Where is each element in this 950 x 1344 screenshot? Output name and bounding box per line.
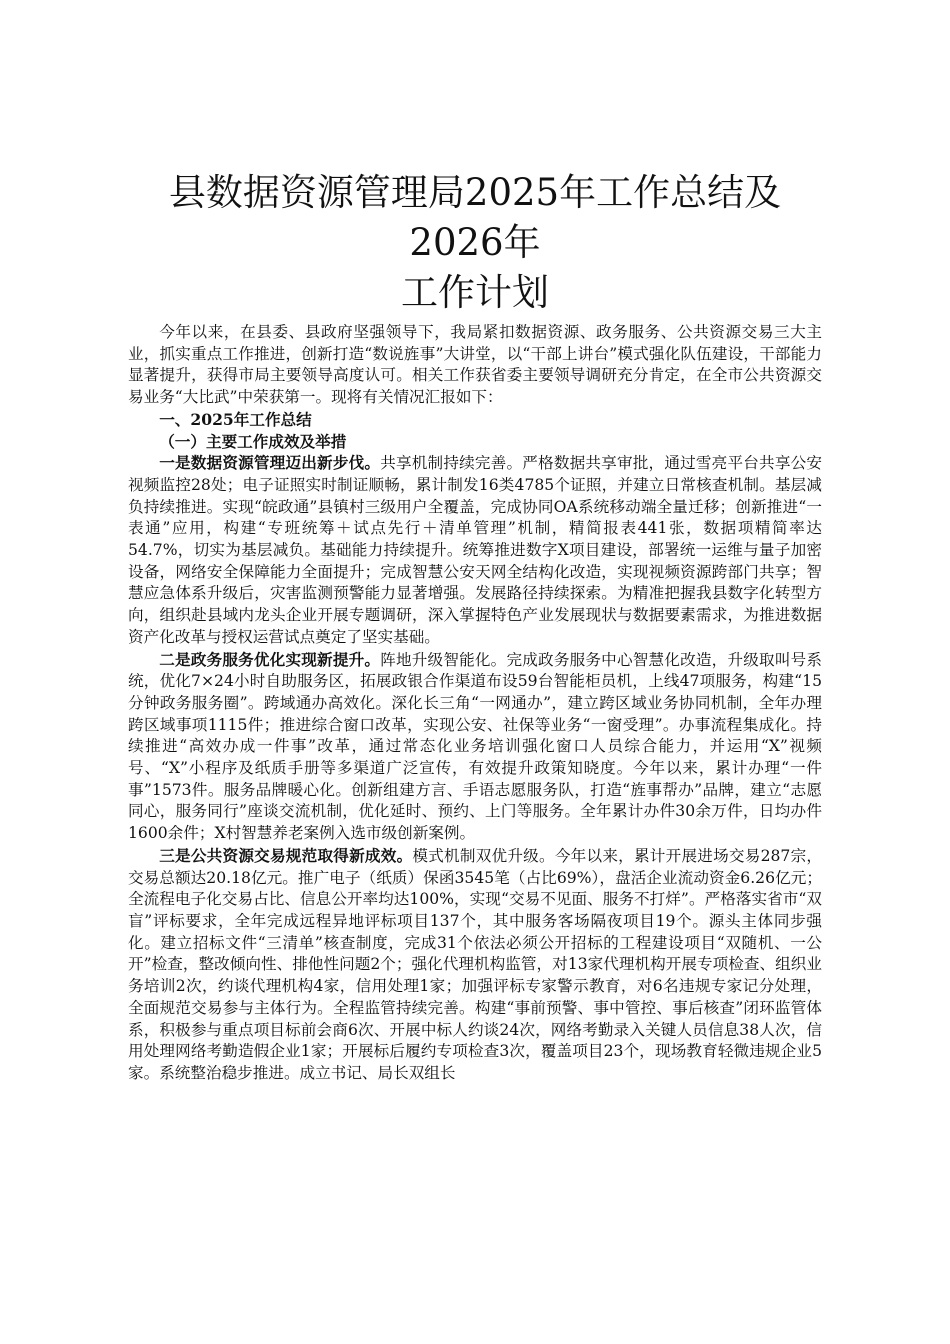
item-lead-1: 一是数据资源管理迈出新步伐。 [159, 453, 381, 473]
item-body-2: 阵地升级智能化。完成政务服务中心智慧化改造，升级取叫号系统，优化7×24小时自助服务区，拓展政银合作渠道布设59台智能柜员机，上线47项服务，构建“15分钟政务服务圈”。跨域通办高效化。深化长三角“一网通办”，建立跨区域业务协同机制，全年办理跨区域事项1115件；推进综合窗口改革，实现公安、社保等业务“一窗受理”。办事流程集成化。持续推进“高效办成一件事”改革，通过常态化业务培训强化窗口人员综合能力，并运用“X”视频号、“X”小程序及纸质手册等多渠道广泛宣传，有效提升政策知晓度。今年以来，累计办理“一件事”1573件。服务品牌暖心化。创新组建方言、手语志愿服务队，打造“旌事帮办”品牌，建立“志愿同心，服务同行”座谈交流机制，优化延时、预约、上门等服务。全年累计办件30余万件，日均办件1600余件；X村智慧养老案例入选市级创新案例。 [128, 650, 822, 843]
item-paragraph-1 [128, 452, 822, 648]
document-page [128, 168, 822, 1085]
item-paragraph-3 [128, 845, 822, 1085]
intro-paragraph: 今年以来，在县委、县政府坚强领导下，我局紧扣数据资源、政务服务、公共资源交易三大主业，抓实重点工作推进，创新打造“数说旌事”大讲堂，以“干部上讲台”模式强化队伍建设，干部能力显著提升，获得市局主要领导高度认可。相关工作获省委主要领导调研充分肯定，在全市公共资源交易业务“大比武”中荣获第一。现将有关情况汇报如下： [128, 323, 822, 407]
title-line-2: 工作计划 [401, 271, 549, 314]
item-lead-3: 三是公共资源交易规范取得新成效。 [159, 845, 413, 865]
section-heading: 一、2025年工作总结 [159, 409, 312, 429]
document-title [128, 168, 822, 318]
subsection-heading: （一）主要工作成效及举措 [159, 431, 347, 451]
item-body-3: 模式机制双优升级。今年以来，累计开展进场交易287宗，交易总额达20.18亿元。推广电子（纸质）保函3545笔（占比69%），盘活企业流动资金6.26亿元；全流程电子化交易占比、信息公开率均达100%，实现“交易不见面、服务不打烊”。严格落实省市“双盲”评标要求，全年完成远程异地评标项目137个，其中服务客场隔夜项目19个。源头主体同步强化。建立招标文件“三清单”核查制度，完成31个依法必须公开招标的工程建设项目“双随机、一公开”检查，整改倾向性、排他性问题2个；强化代理机构监管，对13家代理机构开展专项检查、组织业务培训2次，约谈代理机构4家，信用处理1家；加强评标专家警示教育，对6名违规专家记分处理，全面规范交易参与主体行为。全程监管持续完善。构建“事前预警、事中管控、事后核查”闭环监管体系，积极参与重点项目标前会商6次、开展中标人约谈24次，网络考勤录入关键人员信息38人次，信用处理网络考勤造假企业1家；开展标后履约专项检查3次，覆盖项目23个，现场教育轻微违规企业5家。系统整治稳步推进。成立书记、局长双组长 [128, 846, 822, 1082]
item-body-1: 共享机制持续完善。严格数据共享审批，通过雪亮平台共享公安视频监控28处；电子证照实时制证顺畅，累计制发16类4785个证照，并建立日常核查机制。基层减负持续推进。实现“皖政通”县镇村三级用户全覆盖，完成协同OA系统移动端全量迁移；创新推进“一表通”应用，构建“专班统筹＋试点先行＋清单管理”机制，精简报表441张，数据项精简率达54.7%，切实为基层减负。基础能力持续提升。统筹推进数字X项目建设，部署统一运维与量子加密设备，网络安全保障能力全面提升；完成智慧公安天网全结构化改造，实现视频资源跨部门共享；智慧应急体系升级后，灾害监测预警能力显著增强。发展路径持续探索。为精准把握我县数字化转型方向，组织赴县域内龙头企业开展专题调研，深入掌握特色产业发展现状与数据要素需求，为推进数据资产化改革与授权运营试点奠定了坚实基础。 [128, 454, 822, 646]
item-lead-2: 二是政务服务优化实现新提升。 [159, 649, 381, 669]
item-paragraph-2 [128, 649, 822, 845]
title-line-1: 县数据资源管理局2025年工作总结及2026年 [168, 171, 782, 264]
